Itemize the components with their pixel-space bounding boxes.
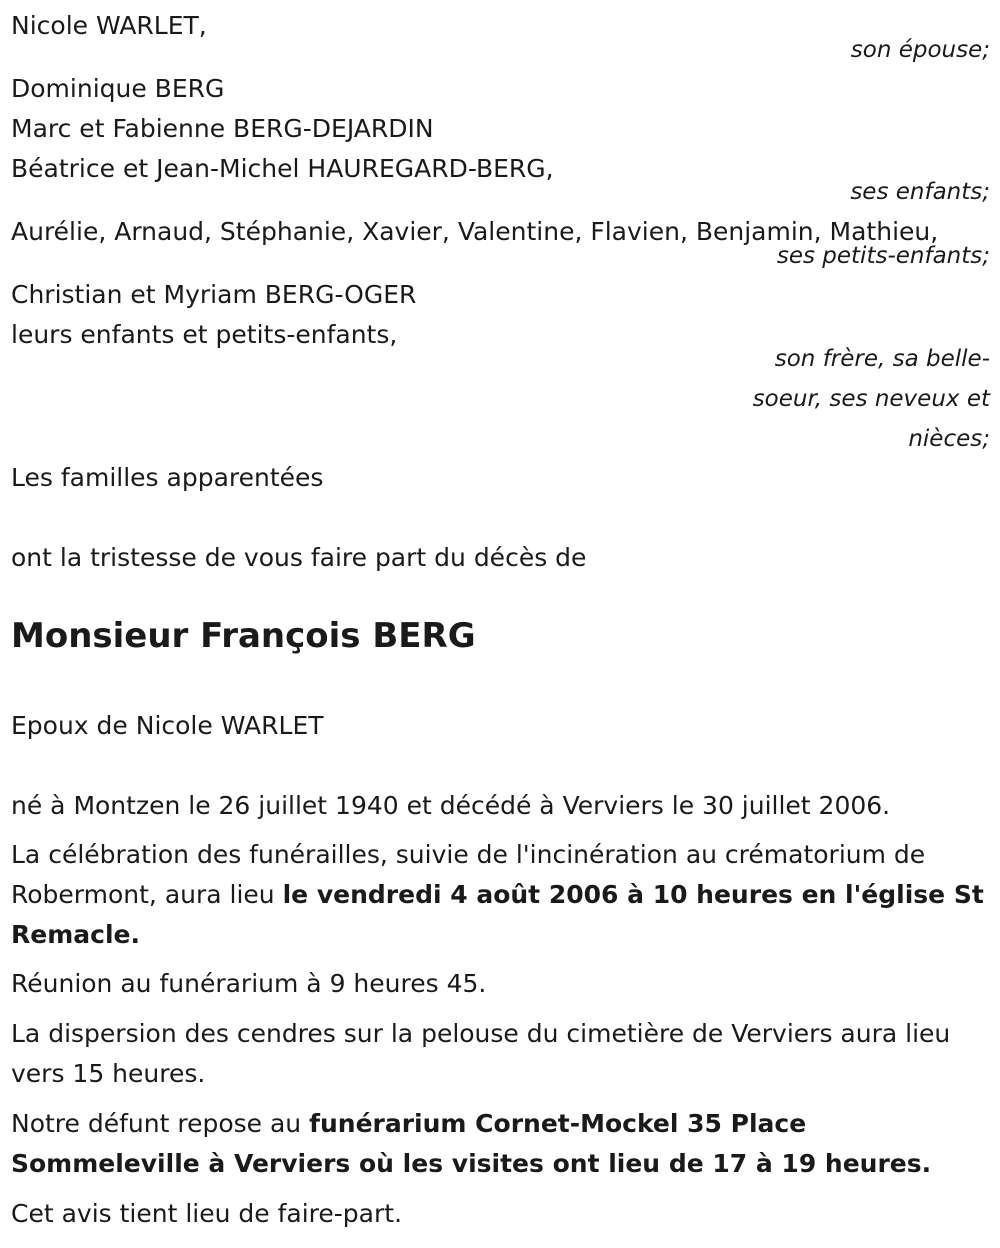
spouse-name: Nicole WARLET, <box>11 11 207 40</box>
gathering-paragraph: Réunion au funérarium à 9 heures 45. <box>11 969 487 998</box>
grandchildren-line: Aurélie, Arnaud, Stéphanie, Xavier, Valentine, Flavien, Benjamin, Mathieu, <box>11 217 939 246</box>
siblings-role: soeur, ses neveux et <box>752 386 990 412</box>
ceremony-date-place: le vendredi 4 août 2006 à 10 heures en l'église St Remacle. <box>11 880 984 949</box>
child-line: Dominique BERG <box>11 74 225 103</box>
announcement-text: ont la tristesse de vous faire part du décès de <box>11 543 587 572</box>
dispersion-paragraph: La dispersion des cendres sur la pelouse du cimetière de Verviers aura lieu vers 15 heures. <box>11 1019 951 1088</box>
sibling-line: Christian et Myriam BERG-OGER <box>11 280 417 309</box>
sibling-line: leurs enfants et petits-enfants, <box>11 320 398 349</box>
repose-text: Notre défunt repose au <box>11 1109 310 1138</box>
child-line: Béatrice et Jean-Michel HAUREGARD-BERG, <box>11 154 554 183</box>
repose-location: funérarium Cornet-Mockel 35 Place Sommeleville à Verviers où les visites ont lieu de 17 à 19 heures. <box>11 1109 932 1178</box>
deceased-spouse-line: Epoux de Nicole WARLET <box>11 711 324 740</box>
siblings-role: son frère, sa belle- <box>774 346 990 372</box>
children-role: ses enfants; <box>850 179 990 205</box>
spouse-role: son épouse; <box>850 37 990 63</box>
ceremony-text: La célébration des funérailles, suivie de l'incinération au crématorium de Robermont, aura lieu <box>11 840 926 909</box>
child-line: Marc et Fabienne BERG-DEJARDIN <box>11 114 434 143</box>
grandchildren-role: ses petits-enfants; <box>776 243 990 269</box>
deceased-name: Monsieur François BERG <box>11 616 476 656</box>
birth-death-line: né à Montzen le 26 juillet 1940 et décédé à Verviers le 30 juillet 2006. <box>11 791 891 820</box>
siblings-role: nièces; <box>908 426 990 452</box>
relatives-line: Les familles apparentées <box>11 463 324 492</box>
repose-paragraph <box>11 1104 993 1184</box>
closing-paragraph: Cet avis tient lieu de faire-part. <box>11 1199 403 1228</box>
ceremony-paragraph <box>11 835 993 955</box>
